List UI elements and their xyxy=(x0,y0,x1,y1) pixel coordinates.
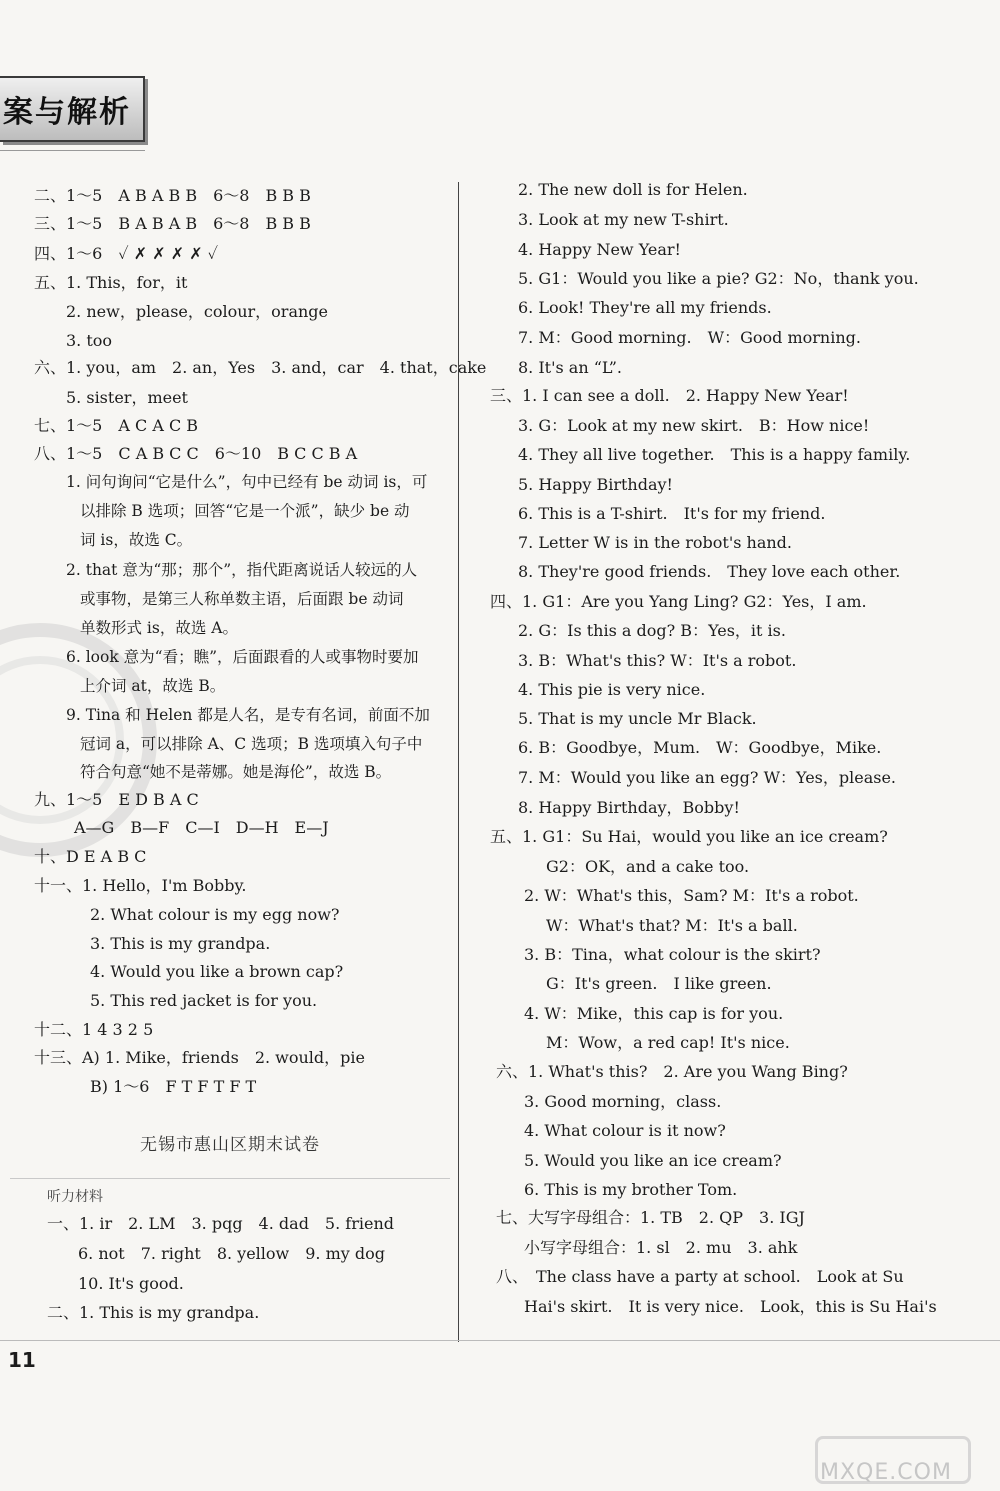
explanation-line: 上介词 at，故选 B。 xyxy=(80,677,226,695)
answer-line: W：What's that? M：It's a ball. xyxy=(546,916,798,935)
answer-line: 四、1. G1：Are you Yang Ling? G2：Yes，I am. xyxy=(490,592,867,611)
answer-line: 2. G：Is this a dog? B：Yes，it is. xyxy=(518,621,786,640)
answer-line: 3. Good morning，class. xyxy=(524,1092,722,1111)
answer-line: 3. G：Look at my new skirt. B：How nice! xyxy=(518,416,870,435)
answer-line: 8. It's an “L”. xyxy=(518,358,622,377)
listening-rule xyxy=(10,1178,450,1179)
page-number: 11 xyxy=(8,1348,36,1372)
answer-line: 小写字母组合：1. sl 2. mu 3. ahk xyxy=(524,1238,798,1257)
answer-line: 3. B：What's this? W：It's a robot. xyxy=(518,651,797,670)
answer-line: 6. not 7. right 8. yellow 9. my dog xyxy=(78,1244,386,1263)
answer-line: 2. new，please，colour，orange xyxy=(66,302,329,321)
answer-line: 九、1～5 E D B A C xyxy=(34,790,199,809)
answer-line: 八、1～5 C A B C C 6～10 B C C B A xyxy=(34,444,358,463)
answer-line: 五、1. This，for，it xyxy=(34,273,188,292)
answer-line: B) 1～6 F T F T F T xyxy=(90,1077,257,1096)
answer-line: 2. W：What's this，Sam? M：It's a robot. xyxy=(524,886,859,905)
answer-line: 7. Letter W is in the robot's hand. xyxy=(518,533,793,552)
explanation-line: 1. 问句询问“它是什么”，句中已经有 be 动词 is，可 xyxy=(66,473,428,491)
answer-line: 五、1. G1：Su Hai，would you like an ice cream? xyxy=(490,827,888,846)
answer-line: 2. What colour is my egg now? xyxy=(90,905,340,924)
answer-line: A—G B—F C—I D—H E—J xyxy=(74,818,329,837)
answer-line: 一、1. ir 2. LM 3. pqg 4. dad 5. friend xyxy=(47,1214,394,1233)
answer-line: 4. W：Mike，this cap is for you. xyxy=(524,1004,784,1023)
answer-line: 5. Would you like an ice cream? xyxy=(524,1151,782,1170)
section-title: 无锡市惠山区期末试卷 xyxy=(140,1135,320,1155)
explanation-line: 符合句意“她不是蒂娜。她是海伦”，故选 B。 xyxy=(80,763,392,781)
answer-line: 3. B：Tina，what colour is the skirt? xyxy=(524,945,821,964)
header-band xyxy=(0,76,145,142)
answer-line: 4. This pie is very nice. xyxy=(518,680,706,699)
explanation-line: 以排除 B 选项；回答“它是一个派”，缺少 be 动 xyxy=(80,502,410,520)
watermark-text: MXQE.COM xyxy=(820,1460,952,1485)
answer-line: 2. The new doll is for Helen. xyxy=(518,180,748,199)
page-title: 案与解析 xyxy=(3,95,131,130)
answer-line: 二、1～5 A B A B B 6～8 B B B xyxy=(34,186,311,205)
answer-line: M：Wow，a red cap! It's nice. xyxy=(546,1033,790,1052)
answer-line: 4. What colour is it now? xyxy=(524,1121,726,1140)
answer-line: 8. They're good friends. They love each other. xyxy=(518,562,901,581)
footer-rule xyxy=(0,1340,1000,1341)
answer-line: 6. This is my brother Tom. xyxy=(524,1180,738,1199)
answer-line: G2：OK，and a cake too. xyxy=(546,857,750,876)
answer-line: 七、大写字母组合：1. TB 2. QP 3. IGJ xyxy=(496,1208,805,1227)
answer-line: 6. Look! They're all my friends. xyxy=(518,298,772,317)
answer-line: 六、1. you，am 2. an，Yes 3. and，car 4. that，cake xyxy=(34,358,487,377)
explanation-line: 词 is，故选 C。 xyxy=(80,531,193,549)
answer-line: 十三、A) 1. Mike，friends 2. would，pie xyxy=(34,1048,365,1067)
answer-line: 十二、1 4 3 2 5 xyxy=(34,1020,154,1039)
answer-line: 四、1～6 ✓ ✗ ✗ ✗ ✗ ✓ xyxy=(34,244,219,263)
answer-line: G：It's green. I like green. xyxy=(546,974,772,993)
explanation-line: 或事物，是第三人称单数主语，后面跟 be 动词 xyxy=(80,590,404,608)
answer-line: 十、D E A B C xyxy=(34,847,147,866)
answer-line: 十一、1. Hello，I'm Bobby. xyxy=(34,876,247,895)
answer-line: 5. Happy Birthday! xyxy=(518,475,673,494)
answer-line: 三、1～5 B A B A B 6～8 B B B xyxy=(34,214,311,233)
answer-line: 六、1. What's this? 2. Are you Wang Bing? xyxy=(496,1062,848,1081)
answer-line: 七、1～5 A C A C B xyxy=(34,416,199,435)
explanation-line: 9. Tina 和 Helen 都是人名，是专有名词，前面不加 xyxy=(66,706,430,724)
answer-line: 8. Happy Birthday，Bobby! xyxy=(518,798,740,817)
explanation-line: 6. look 意为“看；瞧”，后面跟看的人或事物时要加 xyxy=(66,648,419,666)
answer-line: 3. too xyxy=(66,331,113,350)
explanation-line: 冠词 a，可以排除 A、C 选项；B 选项填入句子中 xyxy=(80,735,423,753)
answer-line: 6. This is a T-shirt. It's for my friend. xyxy=(518,504,826,523)
answer-line: 三、1. I can see a doll. 2. Happy New Year! xyxy=(490,386,849,405)
answer-line: 7. M：Would you like an egg? W：Yes，please. xyxy=(518,768,897,787)
answer-line: 二、1. This is my grandpa. xyxy=(47,1303,260,1322)
explanation-line: 单数形式 is，故选 A。 xyxy=(80,619,238,637)
listening-label: 听力材料 xyxy=(47,1189,103,1205)
answer-line: 4. Would you like a brown cap? xyxy=(90,962,344,981)
answer-line: 5. G1：Would you like a pie? G2：No，thank you. xyxy=(518,269,919,288)
column-divider xyxy=(458,182,459,1342)
answer-line: 5. That is my uncle Mr Black. xyxy=(518,709,757,728)
answer-line: Hai's skirt. It is very nice. Look，this is Su Hai's xyxy=(524,1297,937,1316)
explanation-line: 2. that 意为“那；那个”，指代距离说话人较远的人 xyxy=(66,561,418,579)
answer-line: 10. It's good. xyxy=(78,1274,184,1293)
header-rule xyxy=(0,150,145,151)
answer-line: 八、 The class have a party at school. Look at Su xyxy=(496,1267,904,1286)
answer-line: 5. sister，meet xyxy=(66,388,188,407)
answer-line: 5. This red jacket is for you. xyxy=(90,991,318,1010)
answer-line: 3. Look at my new T-shirt. xyxy=(518,210,729,229)
answer-line: 4. They all live together. This is a happy family. xyxy=(518,445,911,464)
answer-line: 4. Happy New Year! xyxy=(518,240,681,259)
answer-line: 7. M：Good morning. W：Good morning. xyxy=(518,328,861,347)
answer-line: 6. B：Goodbye，Mum. W：Goodbye，Mike. xyxy=(518,738,882,757)
answer-line: 3. This is my grandpa. xyxy=(90,934,271,953)
